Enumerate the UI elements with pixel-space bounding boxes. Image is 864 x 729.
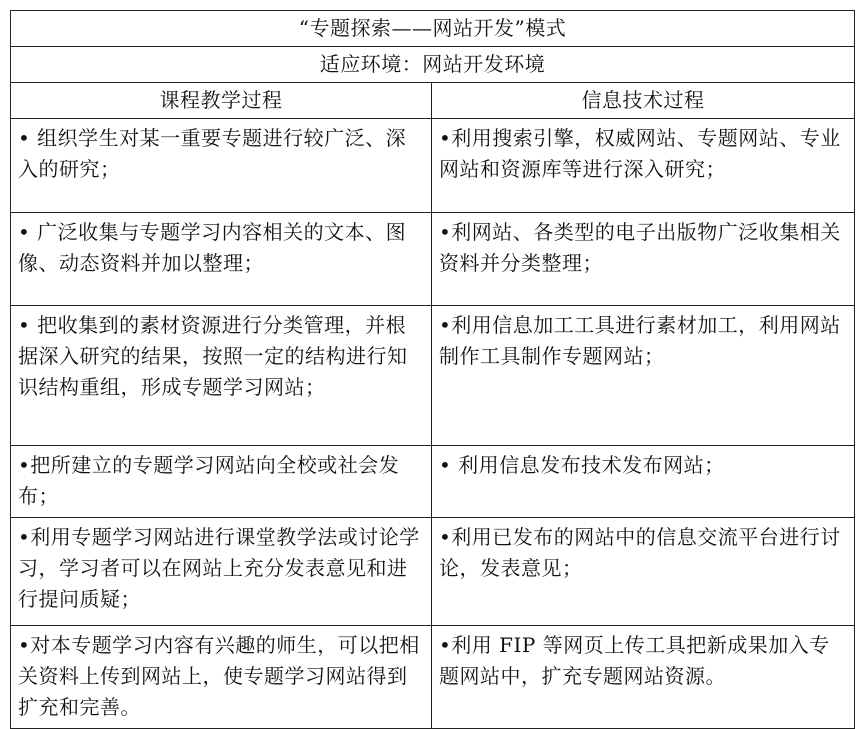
table-row xyxy=(11,306,855,446)
it-cell: •利用信息加工工具进行素材加工，利用网站制作工具制作专题网站； xyxy=(432,306,855,446)
mode-table xyxy=(10,10,855,729)
it-cell: • 利用信息发布技术发布网站； xyxy=(432,446,855,518)
title-row xyxy=(11,11,855,47)
table-row xyxy=(11,626,855,729)
column-header-row xyxy=(11,83,855,119)
table-row xyxy=(11,119,855,213)
it-cell: •利用 FIP 等网页上传工具把新成果加入专题网站中，扩充专题网站资源。 xyxy=(432,626,855,729)
course-cell: •对本专题学习内容有兴趣的师生，可以把相关资料上传到网站上，使专题学习网站得到扩充和完善。 xyxy=(11,626,432,729)
course-cell: •利用专题学习网站进行课堂教学法或讨论学习，学习者可以在网站上充分发表意见和进行提问质疑； xyxy=(11,518,432,626)
table-row xyxy=(11,213,855,306)
it-cell: •利用搜索引擎，权威网站、专题网站、专业网站和资源库等进行深入研究； xyxy=(432,119,855,213)
it-cell: •利用已发布的网站中的信息交流平台进行讨论，发表意见； xyxy=(432,518,855,626)
course-cell: •把所建立的专题学习网站向全校或社会发布； xyxy=(11,446,432,518)
course-cell: • 广泛收集与专题学习内容相关的文本、图像、动态资料并加以整理； xyxy=(11,213,432,306)
table-row xyxy=(11,518,855,626)
environment-text: 适应环境：网站开发环境 xyxy=(11,47,855,83)
table-title: “专题探索——网站开发”模式 xyxy=(11,11,855,47)
it-process-header: 信息技术过程 xyxy=(432,83,855,119)
course-cell: • 组织学生对某一重要专题进行较广泛、深入的研究； xyxy=(11,119,432,213)
course-process-header: 课程教学过程 xyxy=(11,83,432,119)
table-row xyxy=(11,446,855,518)
course-cell: • 把收集到的素材资源进行分类管理，并根据深入研究的结果，按照一定的结构进行知识结构重组，形成专题学习网站； xyxy=(11,306,432,446)
it-cell: •利网站、各类型的电子出版物广泛收集相关资料并分类整理； xyxy=(432,213,855,306)
environment-row xyxy=(11,47,855,83)
